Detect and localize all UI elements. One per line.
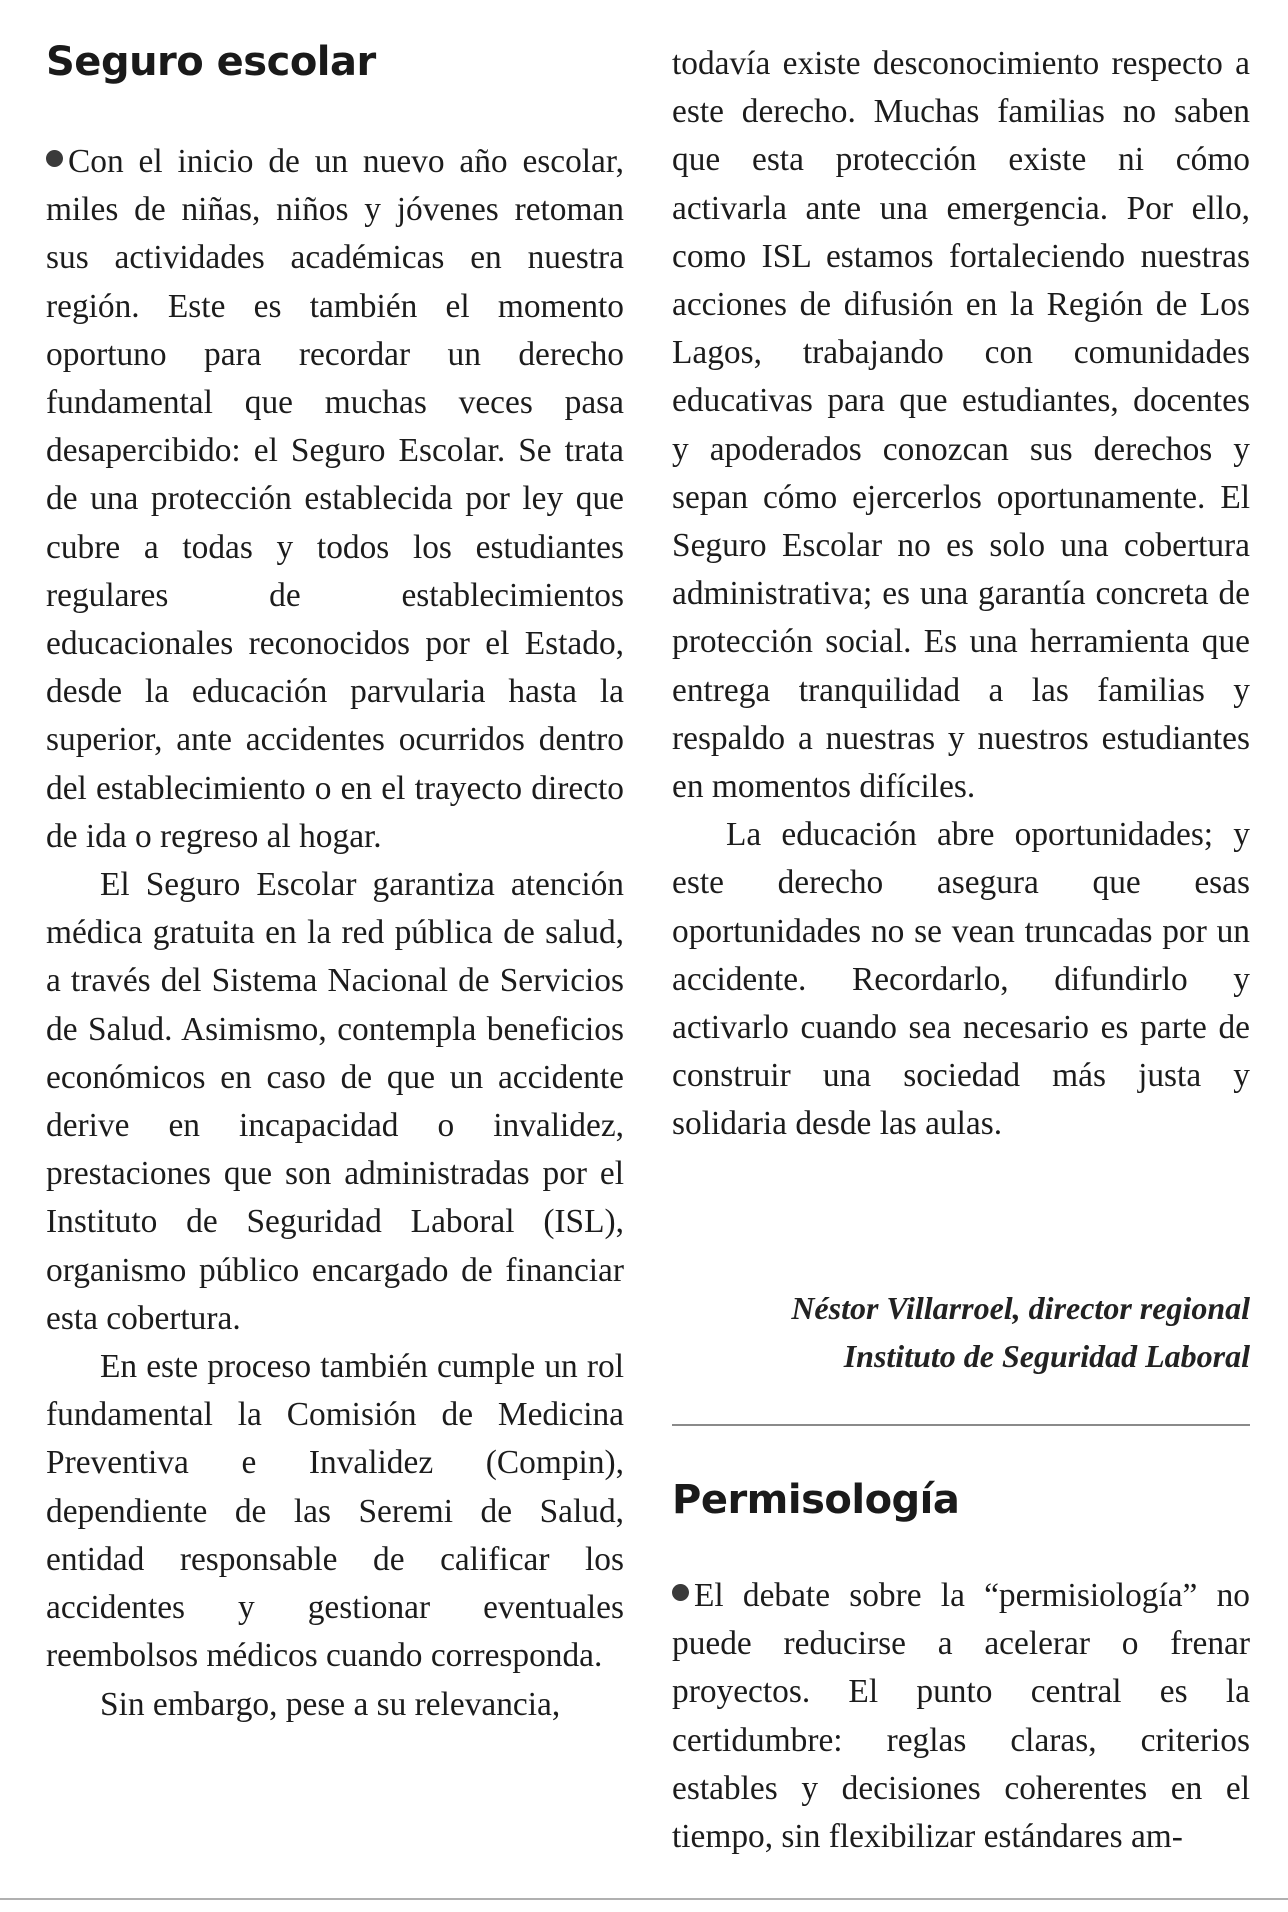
page-bottom-rule xyxy=(0,1898,1288,1900)
section-divider xyxy=(672,1424,1250,1426)
paragraph-1-text: Con el inicio de un nuevo año escolar, miles de niñas, niños y jóvenes retoman sus actividades académicas en nuestra región. Este es también el momento oportuno para recordar un derecho fundamental que muchas veces pasa desapercibido: el Seguro Escolar. Se trata de una protección establecida por ley que cubre a todas y todos los estudiantes regulares de establecimientos educacionales reconocidos por el Estado, desde la educación parvularia hasta la superior, ante accidentes ocurridos dentro del establecimiento o en el trayecto directo de ida o regreso al hogar. xyxy=(46,143,624,855)
signature-institution: Instituto de Seguridad Laboral xyxy=(843,1338,1250,1374)
article-body-right xyxy=(672,40,1250,1149)
paragraph-2: El Seguro Escolar garantiza atención médica gratuita en la red pública de salud, a través del Sistema Nacional de Servicios de Salud. Asimismo, contempla beneficios económicos en caso de que un accidente derive en incapacidad o invalidez, prestaciones que son administradas por el Instituto de Seguridad Laboral (ISL), organismo público encargado de financiar esta cobertura. xyxy=(46,866,624,1337)
bullet-icon xyxy=(46,150,63,167)
signature-author: Néstor Villarroel, director regional xyxy=(791,1290,1250,1326)
paragraph-5: La educación abre oportunidades; y este derecho asegura que esas oportunidades no se vean truncadas por un accidente. Recordarlo, difundirlo y activarlo cuando sea necesario es parte de construir una sociedad más justa y solidaria desde las aulas. xyxy=(672,816,1250,1143)
paragraph-4-start: Sin embargo, pese a su relevancia, xyxy=(100,1685,561,1723)
paragraph-1 xyxy=(46,138,624,861)
permisologia-paragraph-1-text: El debate sobre la “permisiología” no puede reducirse a acelerar o frenar proyectos. El punto central es la certidumbre: reglas claras, criterios estables y decisiones coherentes en el tiempo, sin flexibilizar estándares am- xyxy=(672,1577,1250,1856)
author-signature xyxy=(672,1284,1250,1380)
paragraph-4-continued: todavía existe desconocimiento respecto a este derecho. Muchas familias no saben que esta protección existe ni cómo activarla ante una emergencia. Por ello, como ISL estamos fortaleciendo nuestras acciones de difusión en la Región de Los Lagos, trabajando con comunidades educativas para que estudiantes, docentes y apoderados conozcan sus derechos y sepan cómo ejercerlos oportunamente. El Seguro Escolar no es solo una cobertura administrativa; es una garantía concreta de protección social. Es una herramienta que entrega tranquilidad a las familias y respaldo a nuestras y nuestros estudiantes en momentos difíciles. xyxy=(672,45,1250,806)
bullet-icon xyxy=(672,1584,689,1601)
article-title-seguro-escolar: Seguro escolar xyxy=(46,39,376,85)
article-title-permisologia: Permisología xyxy=(672,1477,960,1523)
permisologia-paragraph-1 xyxy=(672,1572,1250,1861)
article-body-left xyxy=(46,138,624,1729)
paragraph-3: En este proceso también cumple un rol fundamental la Comisión de Medicina Preventiva e Invalidez (Compin), dependiente de las Seremi de Salud, entidad responsable de calificar los accidentes y gestionar eventuales reembolsos médicos cuando corresponda. xyxy=(46,1348,624,1675)
article-body-permisologia xyxy=(672,1572,1250,1861)
